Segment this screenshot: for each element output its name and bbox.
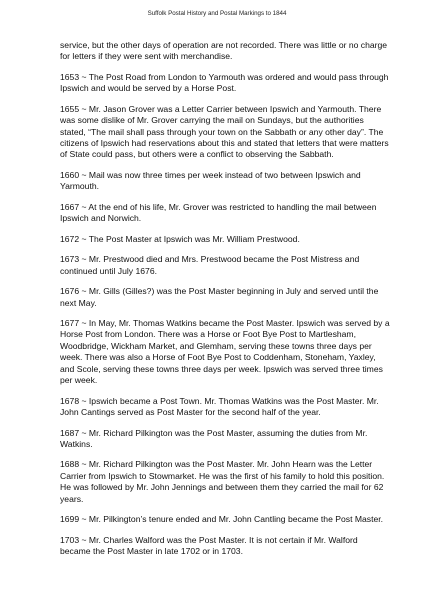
paragraph-1672: 1672 ~ The Post Master at Ipswich was Mr. William Prestwood. <box>60 233 300 244</box>
document-body <box>60 40 390 567</box>
paragraph-1678: 1678 ~ Ipswich became a Post Town. Mr. Thomas Watkins was the Post Master. Mr. John Cantings served as Post Master for the second half of the year. <box>60 395 379 417</box>
paragraph-1688: 1688 ~ Mr. Richard Pilkington was the Post Master. Mr. John Hearn was the Letter Carrier from Ipswich to Stowmarket. He was the first of his family to hold this position. He was followed by Mr. John Jennings and between them they carried the mail for 62 years. <box>60 459 385 504</box>
paragraph-continuation: service, but the other days of operation are not recorded. There was little or no charge for letters if they were sent with merchandise. <box>60 40 388 62</box>
paragraph-1699: 1699 ~ Mr. Pilkington’s tenure ended and Mr. John Cantling became the Post Master. <box>60 514 384 525</box>
paragraph-1653: 1653 ~ The Post Road from London to Yarmouth was ordered and would pass through Ipswich and would be served by a Horse Post. <box>60 71 389 94</box>
paragraph-1673: 1673 ~ Mr. Prestwood died and Mrs. Prestwood became the Post Mistress and continued until July 1676. <box>60 254 360 276</box>
paragraph-1655: 1655 ~ Mr. Jason Grover was a Letter Carrier between Ipswich and Yarmouth. There was some dislike of Mr. Grover carrying the mail on Sundays, but the authorities stated, “The mail shall pass through your town on the Sabbath or any other day”. The citizens of Ipswich had reservations about this and stated that letters that were matters of State could pass, but others were a conflict to observing the Sabbath. <box>60 103 389 160</box>
running-header: Suffolk Postal History and Postal Markings to 1844 <box>147 10 287 17</box>
paragraph-1703: 1703 ~ Mr. Charles Walford was the Post Master. It is not certain if Mr. Walford became the Post Master in late 1702 or in 1703. <box>60 534 358 557</box>
paragraph-1687: 1687 ~ Mr. Richard Pilkington was the Post Master, assuming the duties from Mr. Watkins. <box>60 427 368 449</box>
paragraph-1660: 1660 ~ Mail was now three times per week instead of two between Ipswich and Yarmouth. <box>60 169 361 192</box>
paragraph-1667: 1667 ~ At the end of his life, Mr. Grover was restricted to handling the mail between Ipswich and Norwich. <box>60 201 377 224</box>
paragraph-1677: 1677 ~ In May, Mr. Thomas Watkins became the Post Master. Ipswich was served by a Horse Post from London. There was a Horse or Foot Bye Post to Martlesham, Woodbridge, Wickham Market, and Glemham, serving these towns three days per week. There was also a Horse of Foot Bye Post to Coddenham, Stoneham, Yaxley, and Scole, serving these towns three days per week. Ipswich was served three times per week. <box>60 318 390 386</box>
paragraph-1676: 1676 ~ Mr. Gills (Gilles?) was the Post Master beginning in July and served until the next May. <box>60 286 379 308</box>
